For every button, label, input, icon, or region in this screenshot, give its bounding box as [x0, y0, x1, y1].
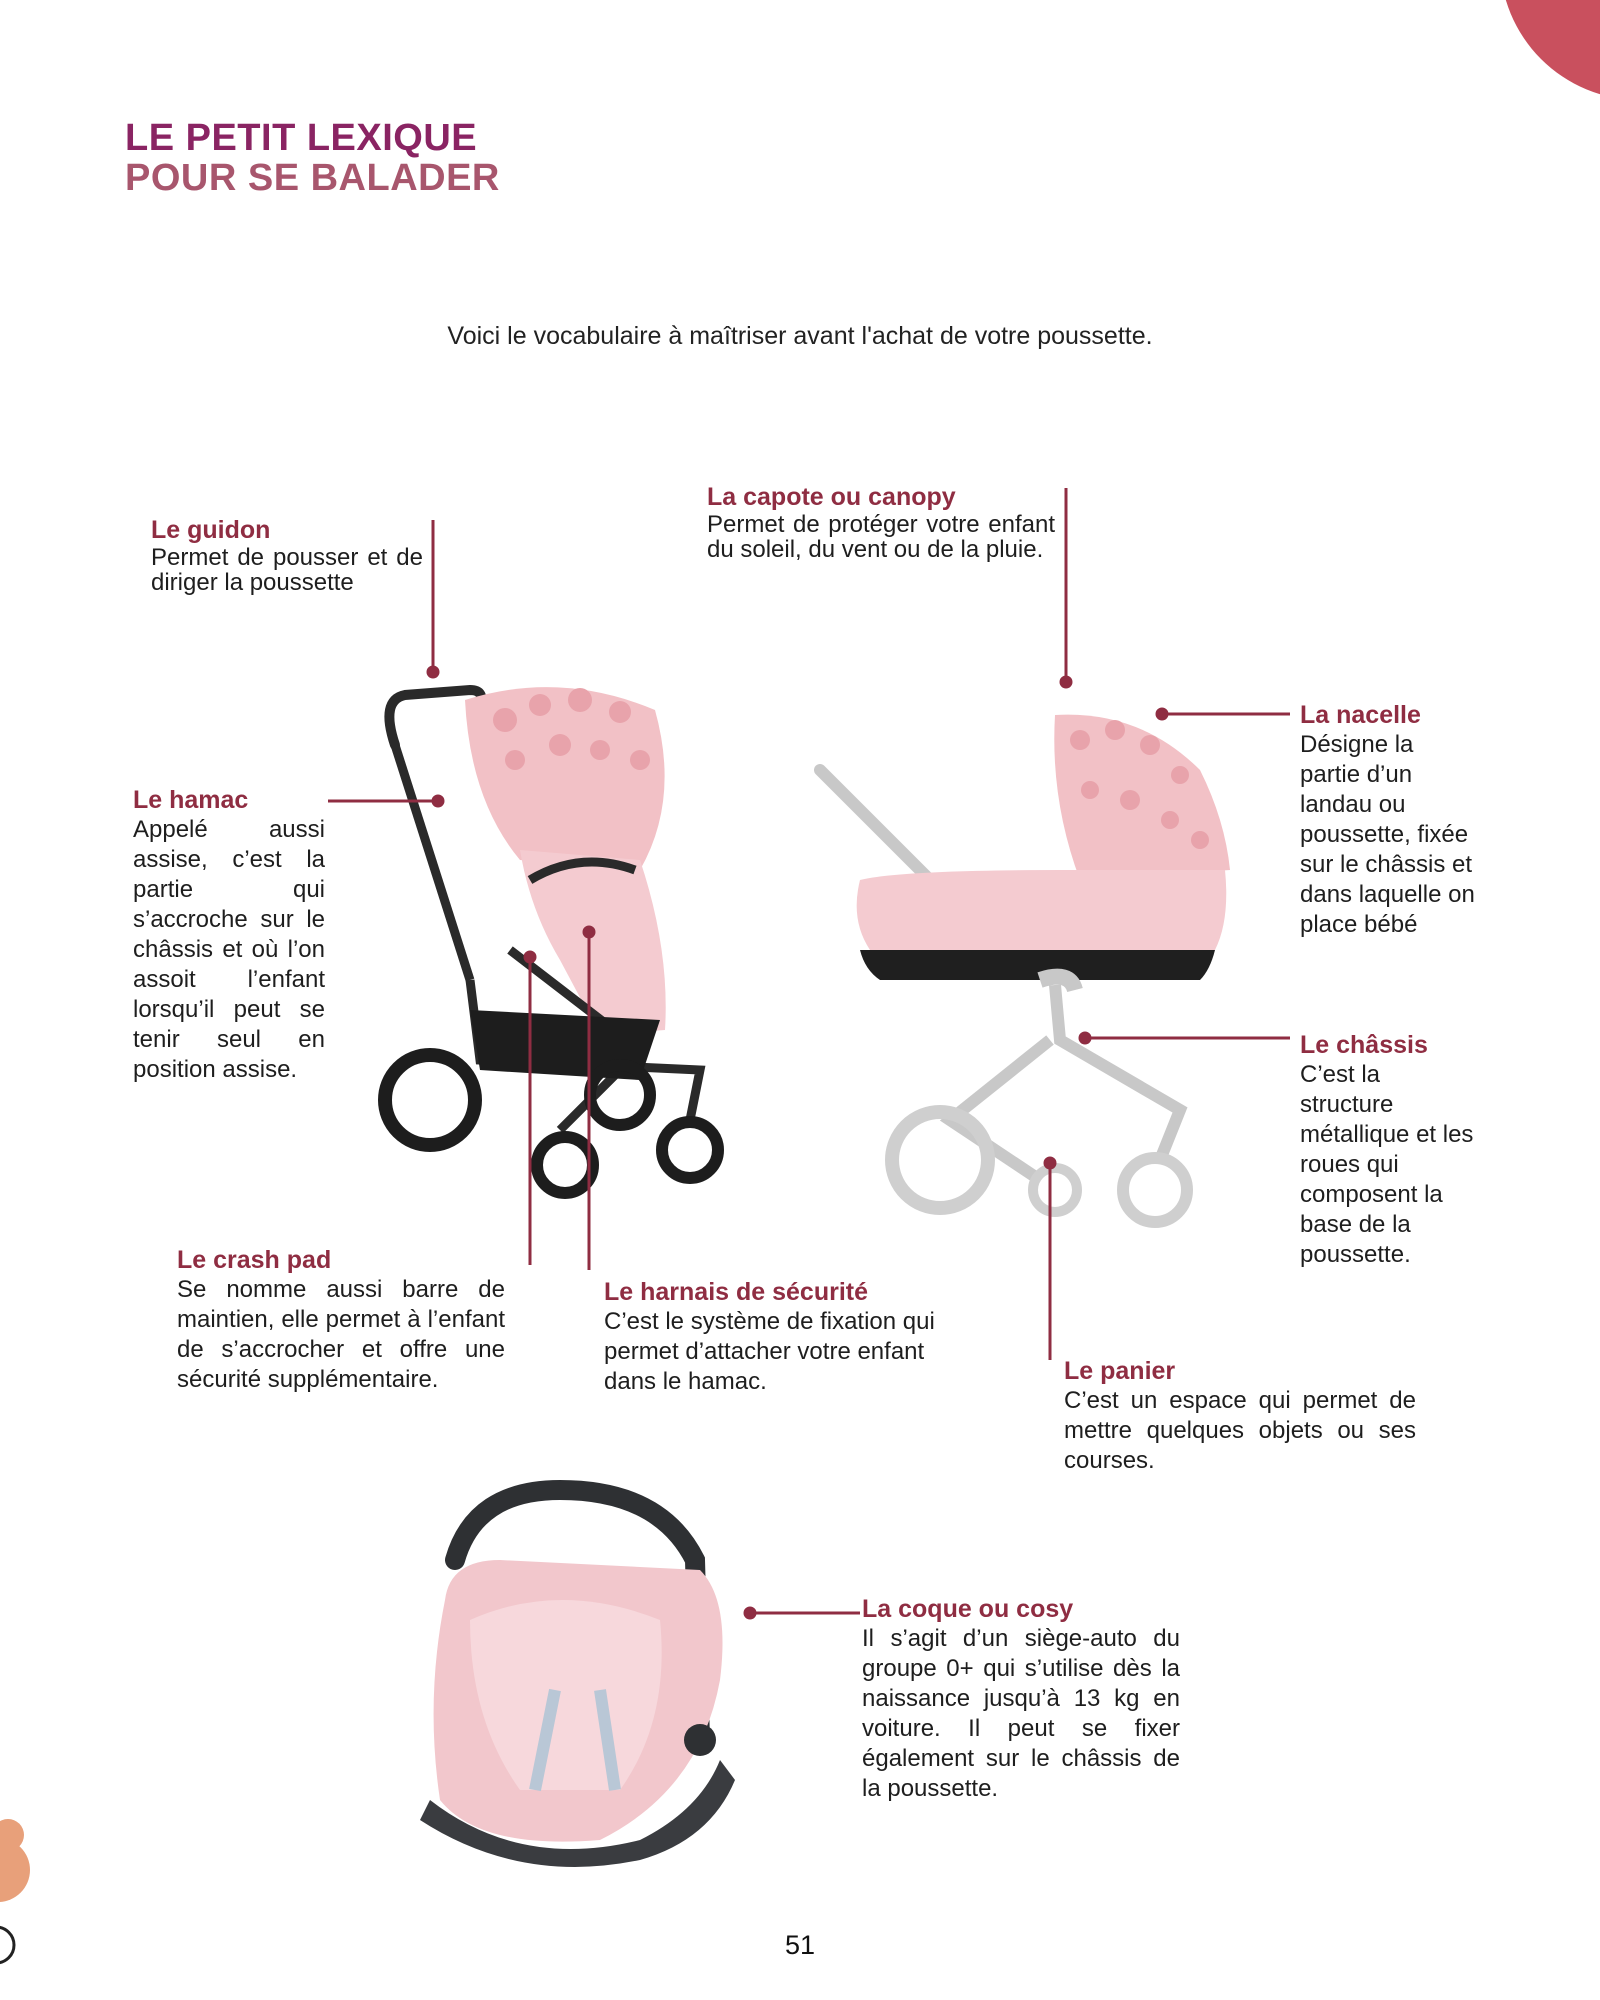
term-capote-desc: Permet de protéger votre enfant du soleil, du vent ou de la pluie.	[707, 511, 1055, 563]
term-nacelle-desc: Désigne la partie d’un landau ou poussette, fixée sur le châssis et dans laquelle on place bébé	[1300, 731, 1475, 938]
term-chassis	[1300, 1030, 1480, 1270]
term-capote	[707, 482, 1055, 562]
term-coque	[862, 1594, 1180, 1804]
term-chassis-label: Le châssis	[1300, 1031, 1428, 1059]
term-guidon-label: Le guidon	[151, 516, 271, 544]
term-hamac-label: Le hamac	[133, 786, 249, 814]
term-crash-pad-label: Le crash pad	[177, 1246, 332, 1274]
term-harnais-label: Le harnais de sécurité	[604, 1278, 869, 1306]
term-nacelle-label: La nacelle	[1300, 701, 1421, 729]
term-panier-desc: C’est un espace qui permet de mettre quelques objets ou ses courses.	[1064, 1387, 1416, 1474]
car-seat-image	[420, 1490, 735, 1867]
intro-text: Voici le vocabulaire à maîtriser avant l'achat de votre poussette.	[447, 322, 1153, 350]
term-hamac-desc: Appelé aussi assise, c’est la partie qui s’accroche sur le châssis et où l’on assoit l’enfant lorsqu’il peut se tenir seul en position assise.	[133, 816, 325, 1083]
term-harnais	[604, 1277, 964, 1397]
term-crash-pad-desc: Se nomme aussi barre de maintien, elle permet à l’enfant de s’accrocher et offre une sécurité supplémentaire.	[177, 1276, 505, 1393]
page-title-line2: POUR SE BALADER	[125, 157, 500, 199]
page-title-line1: LE PETIT LEXIQUE	[125, 117, 478, 159]
term-hamac	[133, 785, 325, 1085]
corner-decoration	[1500, 0, 1600, 100]
term-guidon	[151, 515, 423, 595]
page-number: 51	[784, 1930, 816, 1960]
term-capote-label: La capote ou canopy	[707, 483, 956, 511]
carrycot-image	[820, 715, 1230, 1222]
stroller-image	[385, 687, 718, 1193]
term-panier-label: Le panier	[1064, 1357, 1176, 1385]
term-chassis-desc: C’est la structure métallique et les roues qui composent la base de la poussette.	[1300, 1061, 1474, 1268]
term-coque-label: La coque ou cosy	[862, 1595, 1074, 1623]
term-coque-desc: Il s’agit d’un siège-auto du groupe 0+ qui s’utilise dès la naissance jusqu’à 13 kg en voiture. Il peut se fixer également sur le châssis de la poussette.	[862, 1625, 1180, 1802]
term-nacelle	[1300, 700, 1480, 940]
term-guidon-desc: Permet de pousser et de diriger la poussette	[151, 544, 423, 596]
term-crash-pad	[177, 1245, 505, 1395]
term-panier	[1064, 1356, 1416, 1476]
term-harnais-desc: C’est le système de fixation qui permet d’attacher votre enfant dans le hamac.	[604, 1308, 935, 1395]
